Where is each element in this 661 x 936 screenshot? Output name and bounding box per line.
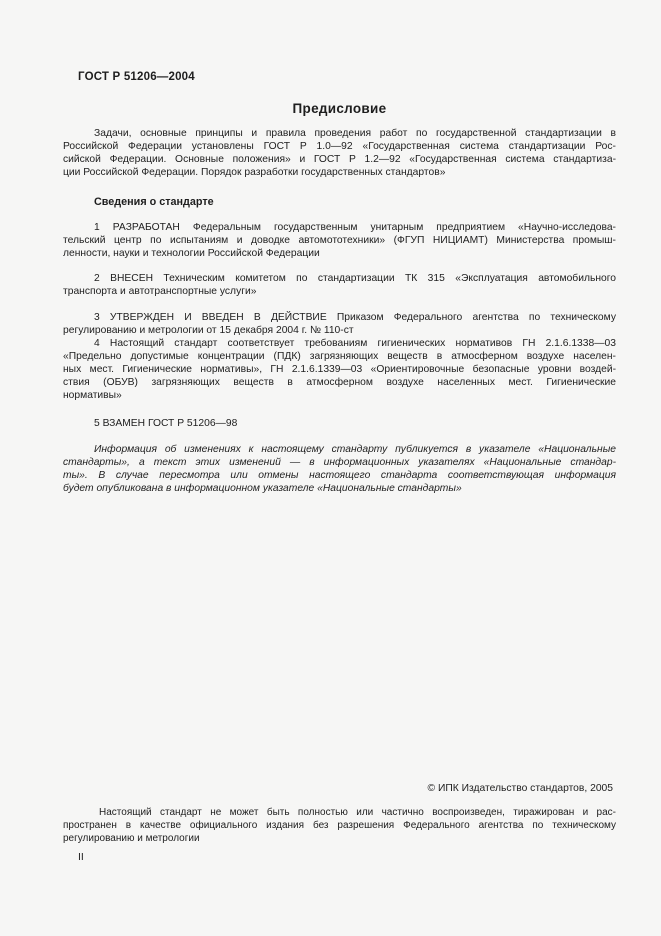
text-line: «Предельно допустимые концентрации (ПДК) загрязняющих веществ в атмосферном воздухе населен- bbox=[63, 351, 616, 362]
text-line: 1 РАЗРАБОТАН Федеральным государственным унитарным предприятием «Научно-исследова- bbox=[94, 222, 616, 233]
text-line: будет опубликована в информационном указателе «Национальные стандарты» bbox=[63, 483, 462, 494]
text-line: сийской Федерации. Основные положения» и ГОСТ Р 1.2—92 «Государственная система стандартиза- bbox=[63, 154, 616, 165]
text-line: Настоящий стандарт не может быть полностью или частично воспроизведен, тиражирован и рас- bbox=[99, 807, 616, 818]
page-number: II bbox=[78, 851, 84, 863]
standard-info-item-3 bbox=[63, 311, 616, 337]
intro-paragraph bbox=[63, 127, 616, 179]
standard-info-item-4 bbox=[63, 337, 616, 402]
text-line: Задачи, основные принципы и правила проведения работ по государственной стандартизации в bbox=[94, 128, 616, 139]
text-line: 5 ВЗАМЕН ГОСТ Р 51206—98 bbox=[94, 418, 238, 429]
text-line: 3 УТВЕРЖДЕН И ВВЕДЕН В ДЕЙСТВИЕ Приказом Федерального агентства по техническому bbox=[94, 312, 616, 323]
page-title: Предисловие bbox=[292, 101, 387, 116]
text-line: нормативы» bbox=[63, 390, 122, 401]
text-line: Информация об изменениях к настоящему стандарту публикуется в указателе «Национальные bbox=[94, 444, 616, 455]
standard-info-item-1 bbox=[63, 221, 616, 260]
standard-code: ГОСТ Р 51206—2004 bbox=[78, 71, 195, 83]
standard-info-item-5 bbox=[63, 417, 616, 430]
text-line: пространен в качестве официального издания без разрешения Федерального агентства по техническому bbox=[63, 820, 616, 831]
text-line: Российской Федерации установлены ГОСТ Р 1.0—92 «Государственная система стандартизации Рос- bbox=[63, 141, 616, 152]
text-line: ствия (ОБУВ) загрязняющих веществ в атмосферном воздухе населенных мест. Гигиенические bbox=[63, 377, 616, 388]
text-line: тельский центр по испытаниям и доводке автомототехники» (ФГУП НИЦИАМТ) Министерства промыш- bbox=[63, 235, 616, 246]
text-line: регулированию и метрологии от 15 декабря 2004 г. № 110-ст bbox=[63, 325, 354, 336]
text-line: транспорта и автотранспортные услуги» bbox=[63, 286, 257, 297]
standard-info-item-2 bbox=[63, 272, 616, 298]
text-line: 2 ВНЕСЕН Техническим комитетом по стандартизации ТК 315 «Эксплуатация автомобильного bbox=[94, 273, 616, 284]
text-line: ных мест. Гигиенические нормативы», ГН 2.1.6.1339—03 «Ориентировочные безопасные уровни воздей- bbox=[63, 364, 616, 375]
section-heading: Сведения о стандарте bbox=[94, 196, 214, 208]
text-line: 4 Настоящий стандарт соответствует требованиям гигиенических нормативов ГН 2.1.6.1338—03 bbox=[94, 338, 616, 349]
text-line: ленности, науки и технологии Российской Федерации bbox=[63, 248, 320, 259]
reproduction-notice bbox=[63, 806, 616, 845]
copyright-notice: © ИПК Издательство стандартов, 2005 bbox=[427, 783, 613, 794]
amendment-note bbox=[63, 443, 616, 495]
text-line: стандарты», а текст этих изменений — в информационных указателях «Национальные стандар- bbox=[63, 457, 616, 468]
text-line: регулированию и метрологии bbox=[63, 833, 200, 844]
text-line: ции Российской Федерации. Порядок разработки государственных стандартов» bbox=[63, 167, 446, 178]
text-line: ты». В случае пересмотра или отмены настоящего стандарта соответствующая информация bbox=[63, 470, 616, 481]
